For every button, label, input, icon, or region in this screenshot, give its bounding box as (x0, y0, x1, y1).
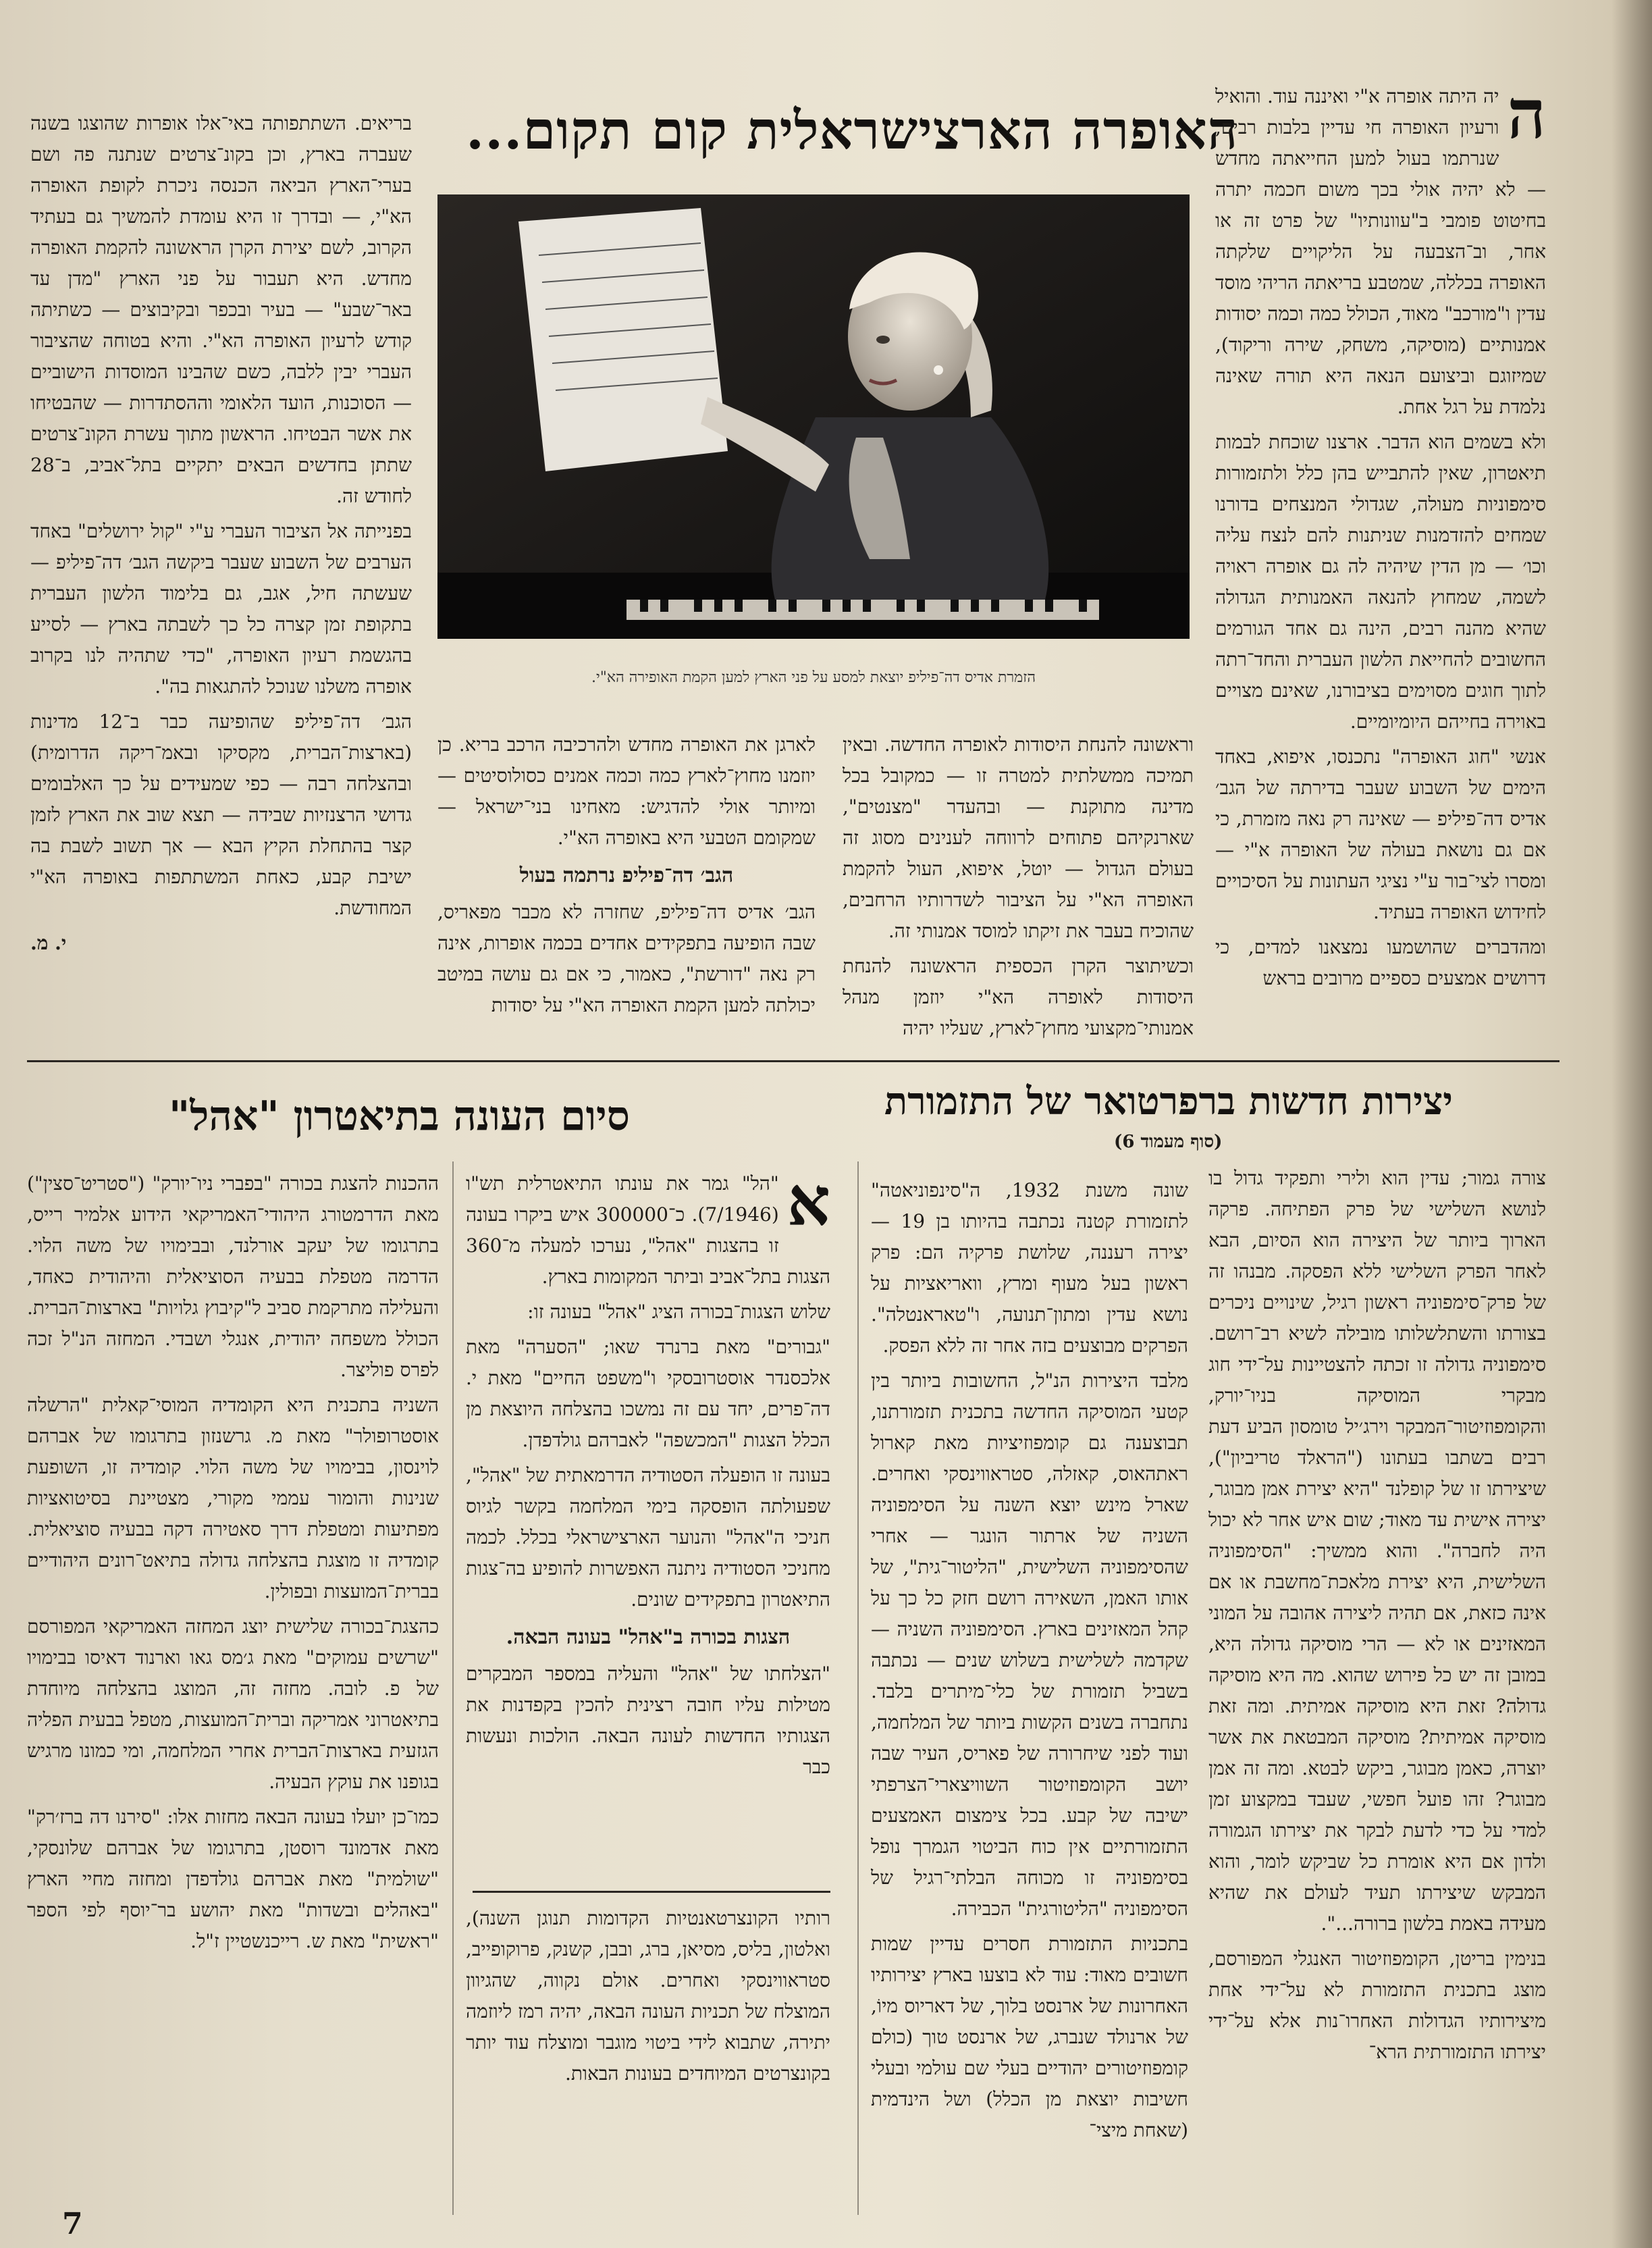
page-number: 7 (62, 2207, 83, 2241)
top-headline: האופרה הארצישראלית קום תקום... (466, 100, 1239, 161)
paragraph: הגב׳ דה־פיליפ שהופיעה כבר ב־12 מדינות (בארצות־הברית, מקסיקו ובאמ־ריקה הדרומית) ובהצלחה רבה — כפי שמעידים על כך האלבומים גדושי הרצנזיות שבידה — תצא שוב את הארץ לזמן קצר בהתחלת הקיץ הבא — אך תשוב לשבת בה ישיבת קבע, כאחת המשתתפות באופרה הא"י המחודשת. (30, 710, 412, 919)
paragraph: ההכנות להצגת בכורה "בפברי ניו־יורק" ("סטריט־סצין") מאת הדרמטורג היהודי־האמריקאי הידוע אלמיר רייס, בתרגומו של יעקב אורלנד, ובבימויו של משה הלוי. הדרמה מטפלת בבעיה הסוציאלית והיהודית כאחד, והעלילה מתרקמת סביב ל"קיבוץ גלויות" בארצות־הברית. הכולל משפחה יהודית, אנגלי ושבדי. המחזה הנ"ל זכה לפרס פוליצר. (27, 1172, 439, 1381)
paragraph: "גבורים" מאת ברנרד שאו; "הסערה" מאת אלכסנדר אוסטרובסקי ו"משפט החיים" מאת י. דה־פרים, יחד עם זה נמשכו בהצלחה היוצאת מן הכלל הצגות "המכשפה" לאברהם גולדפדן. (466, 1336, 830, 1451)
paragraph: בפנייתה אל הציבור העברי ע"י "קול ירושלים" באחד הערבים של השבוע שעבר ביקשה הגב׳ דה־פיליפ — שעשתה חיל, אגב, גם בלימוד הלשון העברית בתקופת זמן קצרה כל כך לשבתה בארץ — לסייע בהגשמת רעיון האופרה, "כדי שתהיה לנו בקרוב אופרה משלנו שנוכל להתגאות בה". (30, 520, 412, 698)
paragraph: בתכניות התזמורת חסרים עדיין שמות חשובים מאוד: עוד לא בוצעו בארץ יצירותיו האחרונות של ארנסט בלוך, של דאריוס מיוֹ, של ארנולד שנברג, של ארנסט טוך (כולם קומפוזיטורים יהודיים בעלי שם עולמי ובעלי חשיבות יוצאת מן הכלל) ושל הינדמית (שאחת מיצי־ (871, 1933, 1188, 2141)
section-subhead: הצגות בכורה ב"אהל" בעונה הבאה. (506, 1625, 791, 1649)
top-article-col-center-right (843, 729, 1194, 1047)
orchestra-headline: יצירות חדשות ברפרטואר של התזמורת (884, 1079, 1453, 1124)
paragraph: וראשונה להנחת היסודות לאופרה החדשה. ובאין תמיכה ממשלתית למטרה זו — כמקובל בכל מדינה מתוקנת — ובהעדר "מצנטים", שארנקיהם פתוחים לרווחה לענינים מסוג זה בעולם הגדול — יוטל, איפוא, העול להקמת האופרה הא"י על הציבור לשדרותיו הרחבים, שהוכיח בעבר את זיקתו למוסד אמנותי זה. (843, 733, 1194, 942)
top-article-col-center-left (437, 729, 816, 1047)
paragraph: צורה גמור; עדין הוא ולירי ותפקיד גדול בו לנושא השלישי של פרק הפתיחה. פרקה הארוך ביותר של היצירה הוא הסיום, הבא לאחר הפרק השלישי ללא הפסקה. מבנהו זה של פרק־סימפוניה ראשון רגיל, שינויים ניכרים בצורתו והשתלשלותו מובילה לשיא רב־רושם. סימפוניה גדולה זו זכתה להצטיינות על־ידי חוג מבקרי המוסיקה בניו־יורק, והקומפוזיטור־המבקר וירג׳יל טומסון הביע דעת רבים בשתבו בעתונו ("הראלד טריביון"), שיצירתו זו של קופלנד "היא יצירת אמן מבוגר, יצירה אישית עד מאוד; שום איש אחר לא יכול היה לחברה". והוא ממשיך: "הסימפוניה השלישית, היא יצירת מלאכת־מחשבת או אם אינה כזאת, אם תהיה ליצירה אהובה על המוני המאזינים או לא — הרי מוסיקה גדולה היא, במובן זה יש כל פירוש שהוא. מה היא מוסיקה גדולה? זאת היא מוסיקה אמיתית. ומה זאת מוסיקה אמיתית? מוסיקה המבטאת את אשר יוצרה, כאמן מבוגר, ביקש לבטא. ומה זה אמן מבוגר? זהו פועל חפשי, שעבד במקצוע זמן למדי על כדי לדעת לבקר את יצירתו הגמורה ולדון אם היא אומרת כל שביקש לומר, והוא המבקש שיצירתו תעיד לעולם את שהיא מעידה באמת בלשון ברורה...". (1208, 1167, 1546, 1935)
paragraph: ולא בשמים הוא הדבר. ארצנו שוכחת לבמות תיאטרון, שאין להתבייש בהן כלל ולתזמורות סימפוניות מעולה, שגדולי המנצחים בדורנו שמחים להזדמנות שניתנות להם לנצח עליה וכו׳ — מן הדין שיהיה לה גם אופרה ראויה לשמה, שמחוץ להנאה האמנותית הגדולה שהיא מהנה רבים, הינה גם אחד הגורמים החשובים להחייאת הלשון העברית והחד־רתה לתוך חוגים מסוימים בציבורנו, שאינם מצויים באוירה בחייהם היומיומיים. (1215, 431, 1546, 733)
paragraph: "הל" גמר את עונתו התיאטרלית תש"ו (7/1946). כ־300000 איש ביקרו בעונה זו בהצגות "אהל", נערכו למעלה מ־360 הצגות בתל־אביב וביתר המקומות בארץ. (466, 1172, 830, 1288)
paragraph: אנשי "חוג האופרה" נתכנסו, איפוא, באחד הימים של השבוע שעבר בדירתה של הגב׳ אדיס דה־פיליפ — שאינה רק נאה מזמרת, כי אם גם נושאת בעולה של האופרה א"י — ומסרו לצי־בור ע"י נציגי העתונות על הסיכויים לחידוש האופרה בעתיד. (1215, 746, 1546, 923)
column-separator (452, 1161, 454, 2215)
ohel-col-right (466, 1168, 830, 1884)
column-separator (857, 1161, 859, 2215)
paragraph: כמו־כן יועלו בעונה הבאה מחזות אלו: "סירנו דה ברז׳רק" מאת אדמונד רוסטן, בתרגומו של אברהם שלונסקי, "שולמית" מאת אברהם גולדפדן ומחזה מחיי הארץ "באהלים ובשדות" מאת יהושע בר־יוסף לפי הספר "ראשית" מאת ש. רייכנשטיין ז"ל. (27, 1806, 439, 1952)
paragraph: השניה בתכנית היא הקומדיה המוסי־קאלית "הרשלה אוסטרופולר" מאת מ. גרשנזון בתרגומו של אברהם לוינסון, בבימויו של משה הלוי. קומדיה זו, השופעת שנינות והומור עממי מקורי, מצטיינת בסיטואציות מפתיעות ומטפלת דרך סאטירה דקה בבעיה סוציאלית. קומדיה זו מוצגת בהצלחה גדולה בתיאט־רונים היהודיים בברית־המועצות ובפולין. (27, 1394, 439, 1602)
photo-illustration (437, 194, 1190, 639)
paragraph: "הצלחתו של "אהל" והעליה במספר המבקרים מטילות עליו חובה רצינית להכין בקפדנות את הצגותיו החדשות לעונה הבאה. הולכות ונעשות כבר (466, 1663, 830, 1778)
singer-photo (437, 194, 1190, 639)
ohel-headline: סיום העונה בתיאטרון "אהל" (169, 1093, 630, 1140)
drop-cap: ה (1507, 81, 1546, 154)
paragraph: בריאים. השתתפותה באי־אלו אופרות שהוצגו בשנה שעברה בארץ, וכן בקונ־צרטים שנתנה פה ושם בערי־הארץ הביאה הכנסה ניכרת לקופת האופרה הא"י, — ובדרך זו היא עומדת להמשיך גם בעתיד הקרוב, לשם יצירת הקרן הראשונה להקמת האופרה מחדש. היא תעבור על פני הארץ "מדן עד באר־שבע" — בעיר ובכפר ובקיבוצים — כשתיתה קודש לרעיון האופרה הא"י. והיא בטוחה שהציבור העברי יבין ללבה, כשם שהבינו המוסדות הישוביים — הסוכנות, הועד הלאומי וההסתדרות — שהבטיחו את אשר הבטיחו. הראשון מתוך עשרת הקונ־צרטים שתתן בחדשים הבאים יתקיים בתל־אביב, ב־28 לחודש זה. (30, 112, 412, 507)
section-divider (27, 1060, 1560, 1062)
paragraph: רותיו הקונצרטאנטיות הקדומות תנוגן השנה), ואלטון, בליס, מסיאן, ברג, ובבן, קשנק, פרוקופייב, סטראווינסקי ואחרים. אולם נקווה, שהגיוון המוצלח של תכניות העונה הבאה, יהיה רמז ליוזמה יתירה, שתבוא לידי ביטוי מוגבר ומוצלח עוד יותר בקונצרטים המיוחדים בעונות הבאות. (466, 1907, 830, 2085)
orchestra-col-left (871, 1175, 1188, 2228)
column-divider (473, 1891, 830, 1893)
ohel-col-left (27, 1168, 439, 2181)
top-article-col-right (1215, 81, 1546, 1047)
paragraph: מלבד היצירות הנ"ל, החשובות ביותר בין קטעי המוסיקה החדשה בתכנית תזמורתנו, תבוצענה גם קומפוזיציות מאת קארול ראתהאוס, קאזלה, סטראווינסקי ואחרים. שארל מינש יוצא השנה על הסימפוניה השניה של ארתור הונגר — אחרי שהסימפוניה השלישית, "הליטור־גית", של אותו האמן, השאירה רושם חזק כל כך על קהל המאזינים בארץ. הסימפוניה השניה — שקדמה לשלישית בשלוש שנים — נכתבה בשביל תזמורת של כלי־מיתרים בלבד. נתחברה בשנים הקשות ביותר של המלחמה, ועוד לפני שיחרורה של פאריס, העיר שבה יושב הקומפוזיטור השוויצארי־הצרפתי ישיבה של קבע. בכל צימצום האמצעים התזמורתיים אין כוח הביטוי הגמרך נופל בסימפוניה זו מכוחה הבלתי־רגיל של הסימפוניה "הליטורגית" הכבירה. (871, 1369, 1188, 1920)
paragraph: שונה משנת 1932, ה"סינפוניאטה" לתזמורת קטנה נכתבה בהיותו בן 19 — יצירה רעננה, שלושת פרקיה הם: פרק ראשון בעל מעוף ומרץ, וואריאציות על נושא עדין ומתון־תנועה, ו"טאראנטלה". הפרקים מבוצעים בזה אחר זה ללא הפסק. (871, 1179, 1188, 1357)
orchestra-col-right (1208, 1163, 1546, 2230)
author-signature: י. מ. (30, 932, 67, 954)
paragraph: שלוש הצגות־בכורה הציג "אהל" בעונה זו: (527, 1301, 830, 1323)
top-article-col-left (30, 108, 412, 1053)
paragraph: בעונה זו הופעלה הסטודיה הדרמאתית של "אהל", שפעולתה הופסקה בימי המלחמה בקשר לגיוס חניכי ה"אהל" והנוער הארצישראלי בכלל. לכמה מחניכי הסטודיה ניתנה האפשרות להופיע בה־צגות התיאטרון בתפקידים שונים. (466, 1464, 830, 1611)
section-subhead: הגב׳ דה־פיליפ נרתמה בעול (519, 864, 734, 887)
paragraph: לארגן את האופרה מחדש ולהרכיבה הרכב בריא. כן יוזמנו מחוץ־לארץ כמה וכמה אמנים כסולוסיטים — ומיותר אולי להדגיש: מאחינו בני־ישראל — שמקומם הטבעי היא באופרה הא"י. (437, 733, 816, 849)
paragraph: וכשיתוצר הקרן הכספית הראשונה להנחת היסודות לאופרה הא"י יוזמן מנהל אמנותי־מקצועי מחוץ־לארץ, שעליו יהיה (843, 955, 1194, 1039)
photo-caption: הזמרת אדיס דה־פיליפ יוצאת למסע על פני הארץ למען הקמת האופירה הא"י. (591, 669, 1036, 686)
page-edge-shadow (1611, 0, 1652, 2248)
continued-note: (סוף מעמוד 6) (1114, 1132, 1223, 1152)
paragraph: כהצגת־בכורה שלישית יוצג המחזה האמריקאי המפורסם "שרשים עמוקים" מאת ג׳מס גאו וארנוד דאיסו בבימויו של פ. לובה. מחזה זה, המוצג בהצלחה מיוחדת בתיאטרוני אמריקה וברית־המועצות, מטפל בבעית הפליה הגזעית בארצות־הברית אחרי המלחמה, ומי כמונו מרגיש בגופנו את עוקץ הבעיה. (27, 1615, 439, 1793)
drop-cap: א (787, 1168, 830, 1241)
paragraph: יה היתה אופרה א"י ואיננה עוד. והואיל ורעיון האופרה חי עדיין בלבות רבים, שנרתמו בעול למען החייאתה מחדש — לא יהיה אולי בכך משום חכמה יתרה בחיטוט פומבי ב"עוונותיו" של פרט זה או אחר, וב־הצבעה על הליקויים שלקתה האופרה בכללה, שמטבע בריאתה הריהי מוסד עדין ו"מורכב" מאוד, הכולל כמה וכמה יסודות אמנותיים (מוסיקה, משחק, שירה וריקוד), שמיזוגם וביצועם הנאה היא תורה שאינה נלמדת על רגל אחת. (1215, 85, 1546, 418)
orchestra-continuation (466, 1903, 830, 2200)
paragraph: הגב׳ אדיס דה־פיליפ, שחזרה לא מכבר מפאריס, שבה הופיעה בתפקידים אחדים בכמה אופרות, אינה רק נאה "דורשת", כאמור, כי אם גם עושה במיטב יכולתה למען הקמת האופרה הא"י על יסודות (437, 901, 816, 1016)
paragraph: ומהדברים שהושמעו נמצאנו למדים, כי דרושים אמצעים כספיים מרובים בראש (1215, 936, 1546, 989)
paragraph: בנימין בריטן, הקומפוזיטור האנגלי המפורסם, מוצג בתכנית התזמורת לא על־ידי אחת מיצירותיו הגדולות האחרו־נות אלא על־ידי יצירתו התזמורתית הרא־ (1208, 1948, 1546, 2063)
